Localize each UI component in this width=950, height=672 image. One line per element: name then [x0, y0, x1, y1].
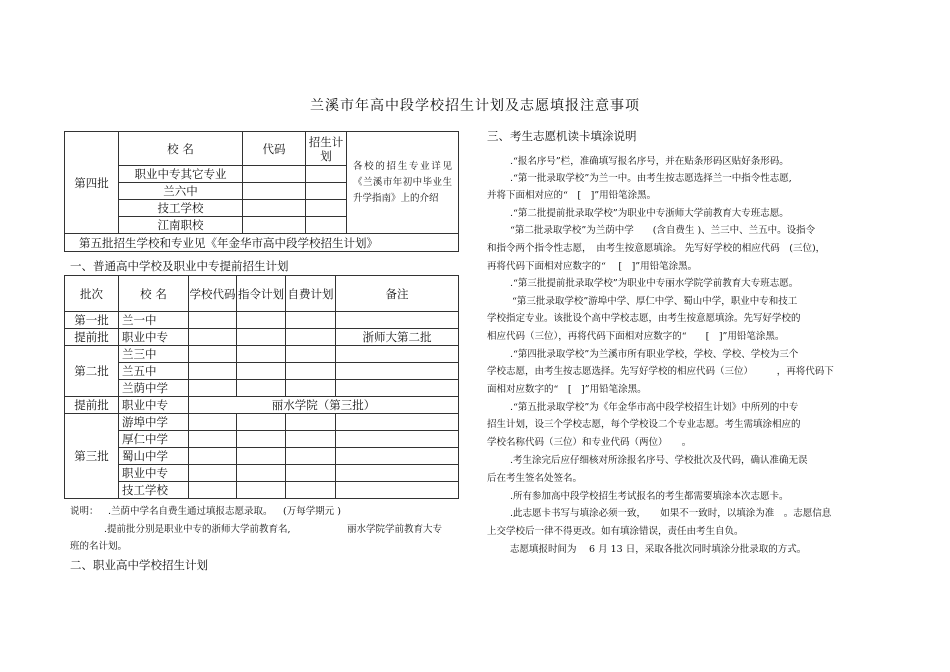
school-cell: 兰一中	[119, 312, 189, 329]
header-directive-plan: 指令计划	[237, 276, 286, 312]
batch-cell: 第二批	[65, 346, 119, 397]
plan-cell	[306, 200, 347, 217]
header-school-name: 校 名	[119, 132, 243, 166]
instruction-line: .“报名序号”栏，准确填写报名序号，并在贴条形码区贴好条形码。	[510, 156, 789, 167]
plan-cell	[306, 166, 347, 183]
school-cell: 技工学校	[119, 482, 189, 499]
school-cell: 技工学校	[119, 200, 243, 217]
school-cell: 职业中专其它专业	[119, 166, 243, 183]
section-2-heading: 二、职业高中学校招生计划	[70, 558, 208, 572]
instruction-line: .考生涂完后应仔细核对所涂报名序号、学校批次及代码，确认准确无误	[510, 455, 808, 466]
code-cell	[243, 200, 306, 217]
page-title: 兰溪市年高中段学校招生计划及志愿填报注意事项	[310, 98, 640, 114]
instruction-line: “第二批录取学校”为兰荫中学 (含自费生 )、兰三中、兰五中。设指令	[510, 225, 816, 236]
instruction-line: .“第二批提前批录取学校”为职业中专浙师大学前教育大专班志愿。	[510, 208, 789, 219]
code-cell	[243, 183, 306, 200]
header-plan: 招生计划	[306, 132, 347, 166]
batch-cell: 第一批	[65, 312, 119, 329]
instruction-line: 学校指定专业。该批设个高中学校志愿，由考生按意愿填涂。先写好学校的	[487, 313, 801, 324]
school-cell: 兰荫中学	[119, 380, 189, 397]
explanation-label: 说明：	[70, 506, 99, 517]
instruction-line: .“第三批提前批录取学校”为职业中专丽水学院学前教育大专班志愿。	[510, 278, 799, 289]
instruction-line: .“第一批录取学校”为兰一中。由考生按志愿选择兰一中指令性志愿,	[510, 173, 792, 184]
code-cell	[243, 217, 306, 234]
explanation-line-2a: .提前批分别是职业中专的浙师大学前教育名,	[104, 524, 291, 535]
batch-cell: 第四批	[65, 132, 119, 234]
instruction-line: .“第五批录取学校”为《年金华市高中段学校招生计划》中所列的中专	[510, 402, 799, 413]
instruction-line: 再将代码下面相对应数字的“ [ ]”用铅笔涂黑。	[487, 261, 698, 272]
header-remark: 备注	[336, 276, 459, 312]
plan-cell	[306, 217, 347, 234]
header-batch: 批次	[65, 276, 119, 312]
instruction-line: 并将下面相对应的“ [ ]”用铅笔涂黑。	[487, 190, 657, 201]
school-cell: 职业中专	[119, 329, 189, 346]
instruction-line: .此志愿卡书写与填涂必须一致， 如果不一致时，以填涂为准 。志愿信息	[510, 508, 832, 519]
general-plan-table	[64, 275, 459, 499]
school-cell: 职业中专	[119, 465, 189, 482]
instruction-line: 相应代码（三位），再将代码下面相对应数字的“ [ ]”用铅笔涂黑。	[487, 331, 785, 342]
instruction-line: 上交学校后一律不得更改。如有填涂错误，责任由考生自负。	[487, 526, 744, 537]
school-cell: 兰六中	[119, 183, 243, 200]
header-self-funded-plan: 自费计划	[286, 276, 336, 312]
instruction-line: .“第四批录取学校”为兰溪市所有职业学校，学校、学校、学校为三个	[510, 349, 799, 360]
vocational-plan-table	[64, 131, 459, 252]
instruction-line: 志愿填报时间为 6 月 13 日，采取各批次同时填涂分批录取的方式。	[510, 544, 807, 555]
batch-cell: 提前批	[65, 329, 119, 346]
explanation-line-3: 班的名计划。	[70, 541, 128, 552]
instruction-line: 学校名称代码（三位）和专业代码（两位） 。	[487, 437, 692, 448]
school-cell: 兰五中	[119, 363, 189, 380]
instruction-line: 学校志愿，由考生按志愿选择。先写好学校的相应代码（三位） ，再将代码下	[487, 366, 834, 377]
header-school-name: 校 名	[119, 276, 189, 312]
explanation-fee: (万每学期元 )	[283, 506, 341, 517]
instruction-line: 和指令两个指令性志愿， 由考生按意愿填涂。 先写好学校的相应代码 (三位)，	[487, 243, 826, 254]
remark-cell: 浙师大第二批	[336, 329, 459, 346]
instruction-line: .所有参加高中段学校招生考试报名的考生都需要填涂本次志愿卡。	[510, 491, 789, 502]
explanation-line-2b: 丽水学院学前教育大专	[347, 524, 443, 535]
instruction-line: “第三批录取学校”游埠中学、厚仁中学、蜀山中学，职业中专和技工	[512, 296, 798, 307]
fifth-batch-note: 第五批招生学校和专业见《年金华市高中段学校招生计划》	[65, 234, 459, 252]
batch-cell: 提前批	[65, 397, 119, 414]
school-cell: 职业中专	[119, 397, 189, 414]
instruction-line: 招生计划，设三个学校志愿，每个学校设二个专业志愿。考生需填涂相应的	[487, 419, 801, 430]
section-3-heading: 三、考生志愿机读卡填涂说明	[487, 129, 637, 143]
header-code: 代码	[243, 132, 306, 166]
code-cell	[243, 166, 306, 183]
school-cell: 江南职校	[119, 217, 243, 234]
instruction-line: 后在考生签名处签名。	[487, 473, 583, 484]
lishui-merged-cell: 丽水学院（第三批）	[189, 397, 459, 414]
school-cell: 游埠中学	[119, 414, 189, 431]
plan-cell	[306, 183, 347, 200]
section-1-heading: 一、普通高中学校及职业中专提前招生计划	[70, 259, 289, 273]
instruction-line: 面相对应数字的“ [ ]”用铅笔涂黑。	[487, 384, 647, 395]
admission-guide-note: 各校的招生专业详见《兰溪市年初中毕业生升学指南》上的介绍	[347, 132, 459, 234]
school-cell: 兰三中	[119, 346, 189, 363]
explanation-line-1: .兰荫中学名自费生通过填报志愿录取。	[108, 506, 273, 517]
school-cell: 厚仁中学	[119, 431, 189, 448]
header-school-code: 学校代码	[189, 276, 237, 312]
batch-cell: 第三批	[65, 414, 119, 499]
school-cell: 蜀山中学	[119, 448, 189, 465]
